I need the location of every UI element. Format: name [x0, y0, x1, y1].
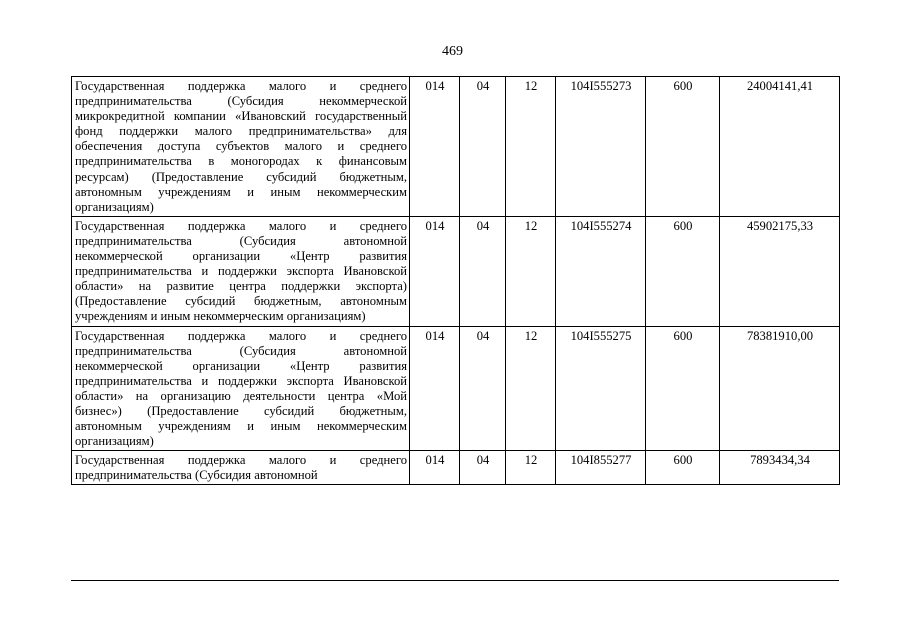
target-article-code: 104I555274	[556, 216, 646, 326]
budget-table	[71, 76, 840, 485]
target-article-code: 104I855277	[556, 451, 646, 485]
section-code: 04	[460, 77, 506, 217]
ministry-code: 014	[410, 451, 460, 485]
amount-value: 78381910,00	[720, 326, 840, 451]
ministry-code: 014	[410, 326, 460, 451]
amount-value: 7893434,34	[720, 451, 840, 485]
section-code: 04	[460, 326, 506, 451]
row-description: Государственная поддержка малого и среднего предпринимательства (Субсидия автономной некоммерческой организации «Центр развития предпринимательства и поддержки экспорта Ивановской области» на развитие центра поддержки экспорта) (Предоставление субсидий бюджетным, автономным учреждениям и иным некоммерческим организациям)	[72, 216, 410, 326]
expense-type-code: 600	[646, 216, 720, 326]
table-row	[72, 326, 840, 451]
amount-value: 24004141,41	[720, 77, 840, 217]
section-code: 04	[460, 451, 506, 485]
table-row	[72, 451, 840, 485]
subsection-code: 12	[506, 216, 556, 326]
expense-type-code: 600	[646, 77, 720, 217]
row-description: Государственная поддержка малого и среднего предпринимательства (Субсидия автономной некоммерческой организации «Центр развития предпринимательства и поддержки экспорта Ивановской области» на организацию деятельности центра «Мой бизнес») (Предоставление субсидий бюджетным, автономным учреждениям и иным некоммерческим организациям)	[72, 326, 410, 451]
row-description: Государственная поддержка малого и среднего предпринимательства (Субсидия некоммерческой микрокредитной компании «Ивановский государственный фонд поддержки малого предпринимательства» для обеспечения доступа субъектов малого и среднего предпринимательства в моногородах к финансовым ресурсам) (Предоставление субсидий бюджетным, автономным учреждениям и иным некоммерческим организациям)	[72, 77, 410, 217]
expense-type-code: 600	[646, 326, 720, 451]
target-article-code: 104I555273	[556, 77, 646, 217]
row-description: Государственная поддержка малого и среднего предпринимательства (Субсидия автономной	[72, 451, 410, 485]
subsection-code: 12	[506, 451, 556, 485]
subsection-code: 12	[506, 77, 556, 217]
page-number: 469	[442, 44, 463, 59]
ministry-code: 014	[410, 216, 460, 326]
table-bottom-border	[71, 580, 839, 581]
ministry-code: 014	[410, 77, 460, 217]
target-article-code: 104I555275	[556, 326, 646, 451]
amount-value: 45902175,33	[720, 216, 840, 326]
expense-type-code: 600	[646, 451, 720, 485]
table-row	[72, 77, 840, 217]
subsection-code: 12	[506, 326, 556, 451]
page-bottom-margin	[0, 580, 905, 640]
section-code: 04	[460, 216, 506, 326]
table-row	[72, 216, 840, 326]
